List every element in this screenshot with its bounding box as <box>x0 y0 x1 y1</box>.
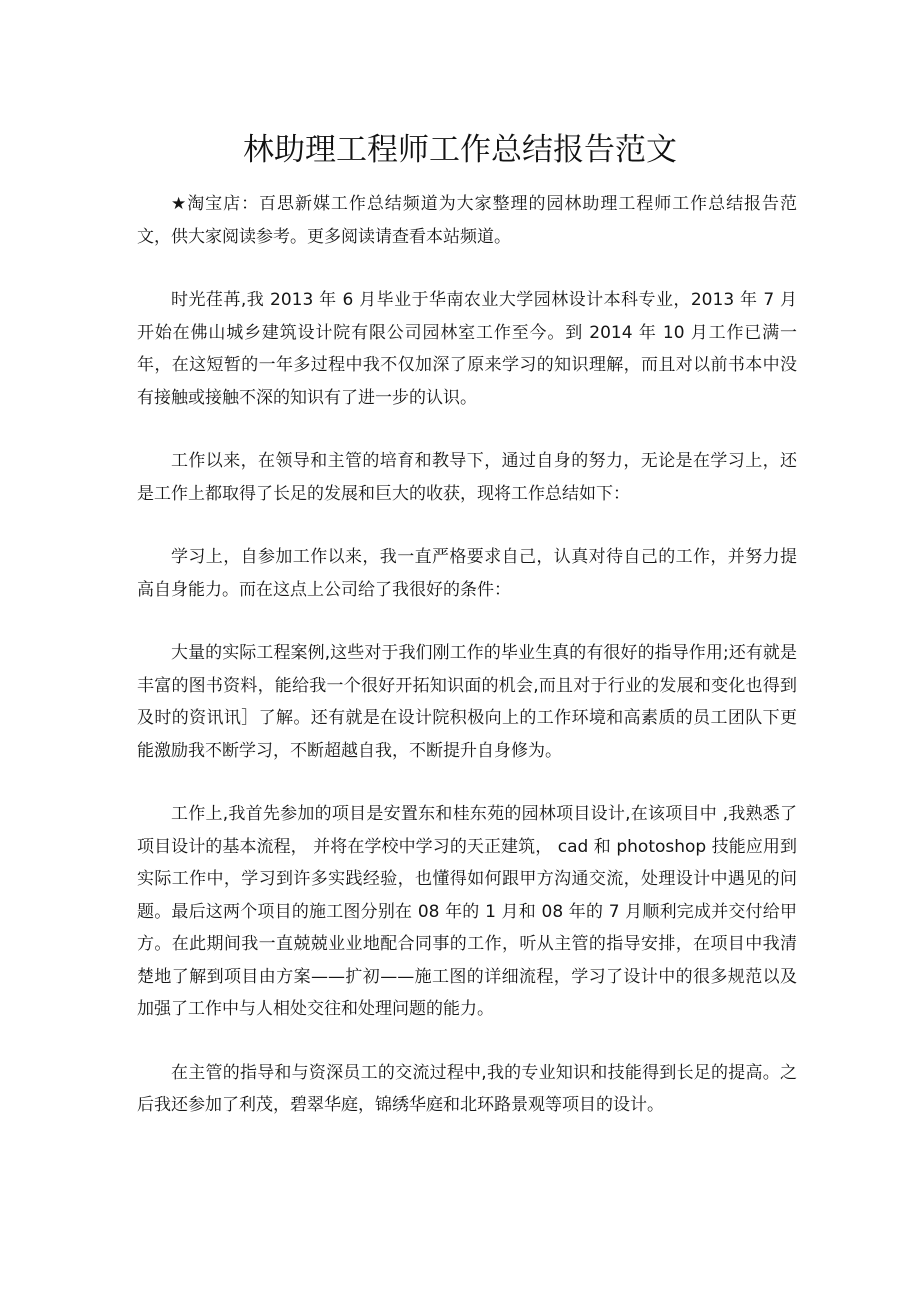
paragraph-overview: 工作以来，在领导和主管的培育和教导下，通过自身的努力，无论是在学习上，还是工作上都取得了长足的发展和巨大的收获，现将工作总结如下： <box>137 451 797 504</box>
paragraph-study: 学习上，自参加工作以来，我一直严格要求自己，认真对待自己的工作，并努力提高自身能力。而在这点上公司给了我很好的条件： <box>137 547 797 600</box>
document-body <box>137 188 797 1153</box>
document-title: 林助理工程师工作总结报告范文 <box>243 132 677 168</box>
paragraph-resources: 大量的实际工程案例,这些对于我们刚工作的毕业生真的有很好的指导作用;还有就是丰富的图书资料，能给我一个很好开拓知识面的机会,而且对于行业的发展和变化也得到及时的资讯讯］了解。还有就是在设计院积极向上的工作环境和高素质的员工团队下更能激励我不断学习，不断超越自我，不断提升自身修为。 <box>137 643 797 761</box>
paragraph-growth: 在主管的指导和与资深员工的交流过程中,我的专业知识和技能得到长足的提高。之后我还参加了利茂，碧翠华庭，锦绣华庭和北环路景观等项目的设计。 <box>137 1062 797 1115</box>
paragraph-intro: ★淘宝店：百思新媒工作总结频道为大家整理的园林助理工程师工作总结报告范文，供大家阅读参考。更多阅读请查看本站频道。 <box>137 194 797 247</box>
paragraph-background: 时光荏苒,我 2013 年 6 月毕业于华南农业大学园林设计本科专业，2013 年 7 月开始在佛山城乡建筑设计院有限公司园林室工作至今。到 2014 年 10 月工作已满一年，在这短暂的一年多过程中我不仅加深了原来学习的知识理解，而且对以前书本中没有接触或接触不深的知识有了进一步的认识。 <box>137 290 797 408</box>
paragraph-work: 工作上,我首先参加的项目是安置东和桂东苑的园林项目设计,在该项目中 ,我熟悉了项目设计的基本流程， 并将在学校中学习的天正建筑， cad 和 photoshop 技能应用到实际工作中，学习到许多实践经验，也懂得如何跟甲方沟通交流，处理设计中遇见的问题。最后这两个项目的施工图分别在 08 年的 1 月和 08 年的 7 月顺利完成并交付给甲方。在此期间我一直兢兢业业地配合同事的工作，听从主管的指导安排，在项目中我清楚地了解到项目由方案——扩初——施工图的详细流程，学习了设计中的很多规范以及加强了工作中与人相处交往和处理问题的能力。 <box>137 804 797 1019</box>
